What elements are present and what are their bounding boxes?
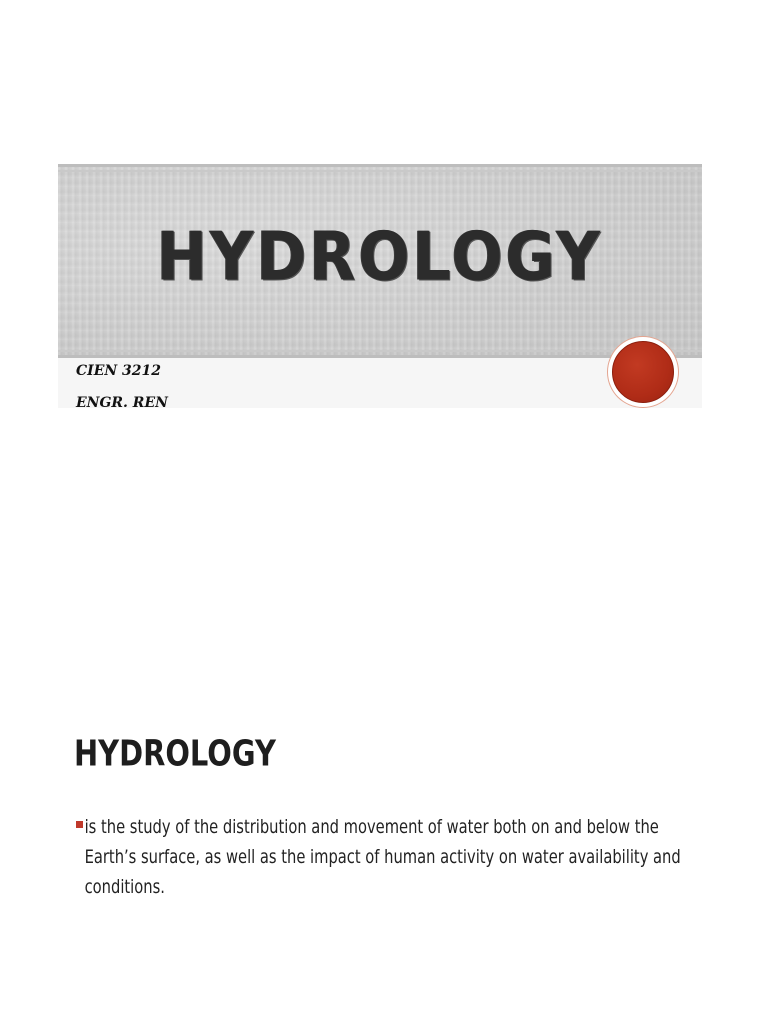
instructor-name: ENGR. REN [76, 395, 168, 411]
bullet-list [76, 812, 716, 902]
bullet-item: is the study of the distribution and movement of water both on and below the Earth’s surface, as well as the impact of human activity on water availability and conditions. [84, 816, 681, 898]
definition-slide [0, 512, 768, 1024]
decorative-circle-icon [608, 337, 678, 407]
slide-heading: HYDROLOGY [74, 732, 276, 775]
title-banner [58, 164, 702, 358]
banner-stripe [58, 164, 702, 167]
slide-title: HYDROLOGY [156, 217, 604, 297]
banner-stripe [58, 170, 702, 172]
red-circle-fill [612, 341, 674, 403]
course-code: CIEN 3212 [76, 363, 161, 379]
banner-stripe [58, 350, 702, 352]
